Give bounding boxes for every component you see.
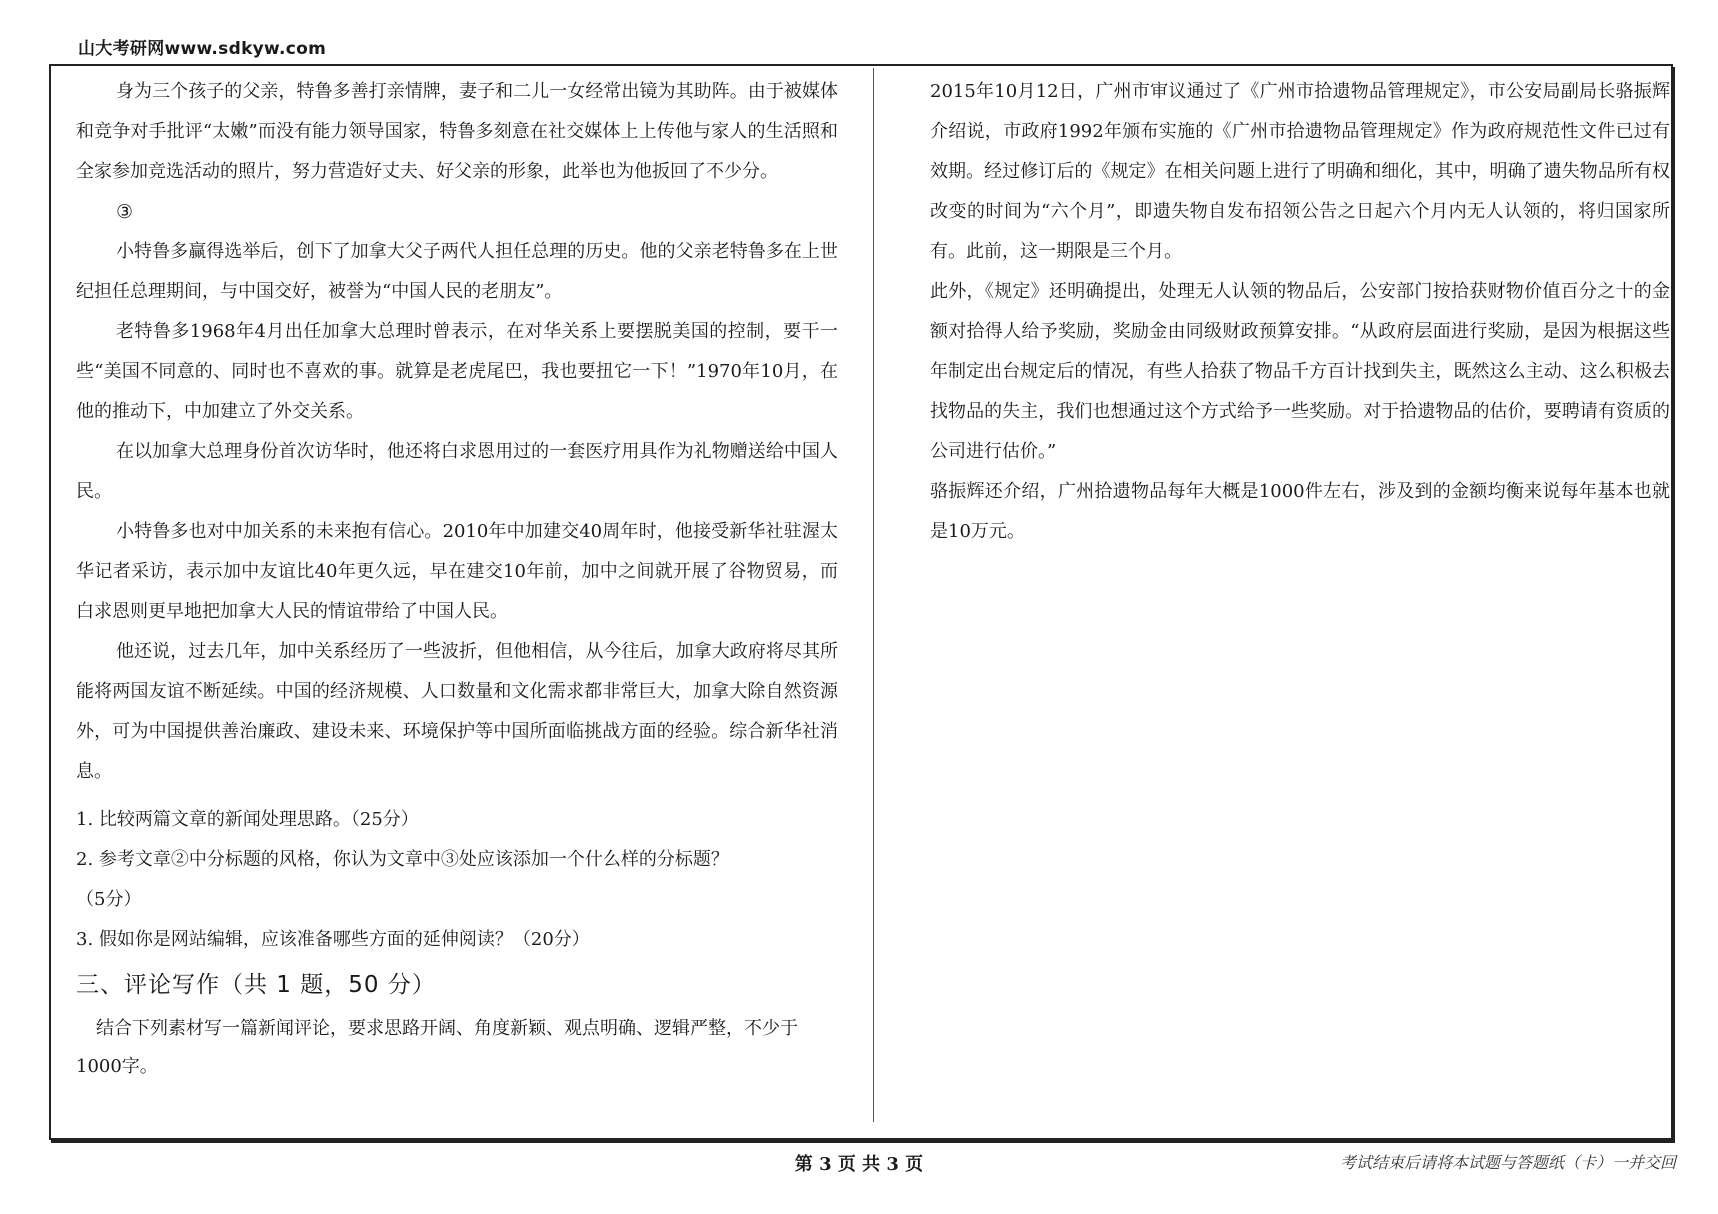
section-instruction: 结合下列素材写一篇新闻评论，要求思路开阔、角度新颖、观点明确、逻辑严整，不少于1000字。 <box>76 1018 798 1077</box>
right-column <box>930 72 1670 552</box>
footer-note: 考试结束后请将本试题与答题纸（卡）一并交回 <box>1339 1153 1676 1172</box>
subheading-marker: ③ <box>116 201 134 223</box>
material-paragraph: 骆振辉还介绍，广州拾遗物品每年大概是1000件左右，涉及到的金额均衡来说每年基本也就是10万元。 <box>930 481 1670 542</box>
article-paragraph: 他还说，过去几年，加中关系经历了一些波折，但他相信，从今往后，加拿大政府将尽其所能将两国友谊不断延续。中国的经济规模、人口数量和文化需求都非常巨大，加拿大除自然资源外，可为中国提供善治廉政、建设未来、环境保护等中国所面临挑战方面的经验。综合新华社消息。 <box>76 641 838 782</box>
question-item: 1. 比较两篇文章的新闻处理思路。（25分） <box>76 809 419 830</box>
material-paragraph: 此外，《规定》还明确提出，处理无人认领的物品后，公安部门按拾获财物价值百分之十的金额对拾得人给予奖励，奖励金由同级财政预算安排。“从政府层面进行奖励，是因为根据这些年制定出台规定后的情况，有些人拾获了物品千方百计找到失主，既然这么主动、这么积极去找物品的失主，我们也想通过这个方式给予一些奖励。对于拾遗物品的估价，要聘请有资质的公司进行估价。” <box>930 281 1670 462</box>
question-item: 2. 参考文章②中分标题的风格，你认为文章中③处应该添加一个什么样的分标题？ <box>76 849 729 870</box>
material-paragraph: 2015年10月12日，广州市审议通过了《广州市拾遗物品管理规定》，市公安局副局长骆振辉介绍说，市政府1992年颁布实施的《广州市拾遗物品管理规定》作为政府规范性文件已过有效期。经过修订后的《规定》在相关问题上进行了明确和细化，其中，明确了遗失物品所有权改变的时间为“六个月”，即遗失物自发布招领公告之日起六个月内无人认领的，将归国家所有。此前，这一期限是三个月。 <box>930 81 1670 262</box>
question-score: （5分） <box>76 889 142 910</box>
site-header: 山大考研网www.sdkyw.com <box>78 39 327 59</box>
article-paragraph: 身为三个孩子的父亲，特鲁多善打亲情牌，妻子和二儿一女经常出镜为其助阵。由于被媒体和竞争对手批评“太嫩”而没有能力领导国家，特鲁多刻意在社交媒体上上传他与家人的生活照和全家参加竞选活动的照片，努力营造好丈夫、好父亲的形象，此举也为他扳回了不少分。 <box>76 81 838 182</box>
article-paragraph: 小特鲁多也对中加关系的未来抱有信心。2010年中加建交40周年时，他接受新华社驻渥太华记者采访，表示加中友谊比40年更久远，早在建交10年前，加中之间就开展了谷物贸易，而白求恩则更早地把加拿大人民的情谊带给了中国人民。 <box>76 521 838 622</box>
question-list <box>76 800 838 960</box>
article-paragraph: 老特鲁多1968年4月出任加拿大总理时曾表示，在对华关系上要摆脱美国的控制，要干一些“美国不同意的、同时也不喜欢的事。就算是老虎尾巴，我也要扭它一下！”1970年10月，在他的推动下，中加建立了外交关系。 <box>76 321 838 422</box>
article-paragraph: 小特鲁多赢得选举后，创下了加拿大父子两代人担任总理的历史。他的父亲老特鲁多在上世纪担任总理期间，与中国交好，被誉为“中国人民的老朋友”。 <box>76 241 838 302</box>
article-paragraph: 在以加拿大总理身份首次访华时，他还将白求恩用过的一套医疗用具作为礼物赠送给中国人民。 <box>76 441 838 502</box>
page-indicator: 第 3 页 共 3 页 <box>794 1154 924 1175</box>
left-column <box>76 72 838 1086</box>
column-divider <box>873 68 874 1122</box>
section-title: 三、评论写作（共 1 题，50 分） <box>76 972 436 998</box>
question-item: 3. 假如你是网站编辑，应该准备哪些方面的延伸阅读？（20分） <box>76 929 590 950</box>
